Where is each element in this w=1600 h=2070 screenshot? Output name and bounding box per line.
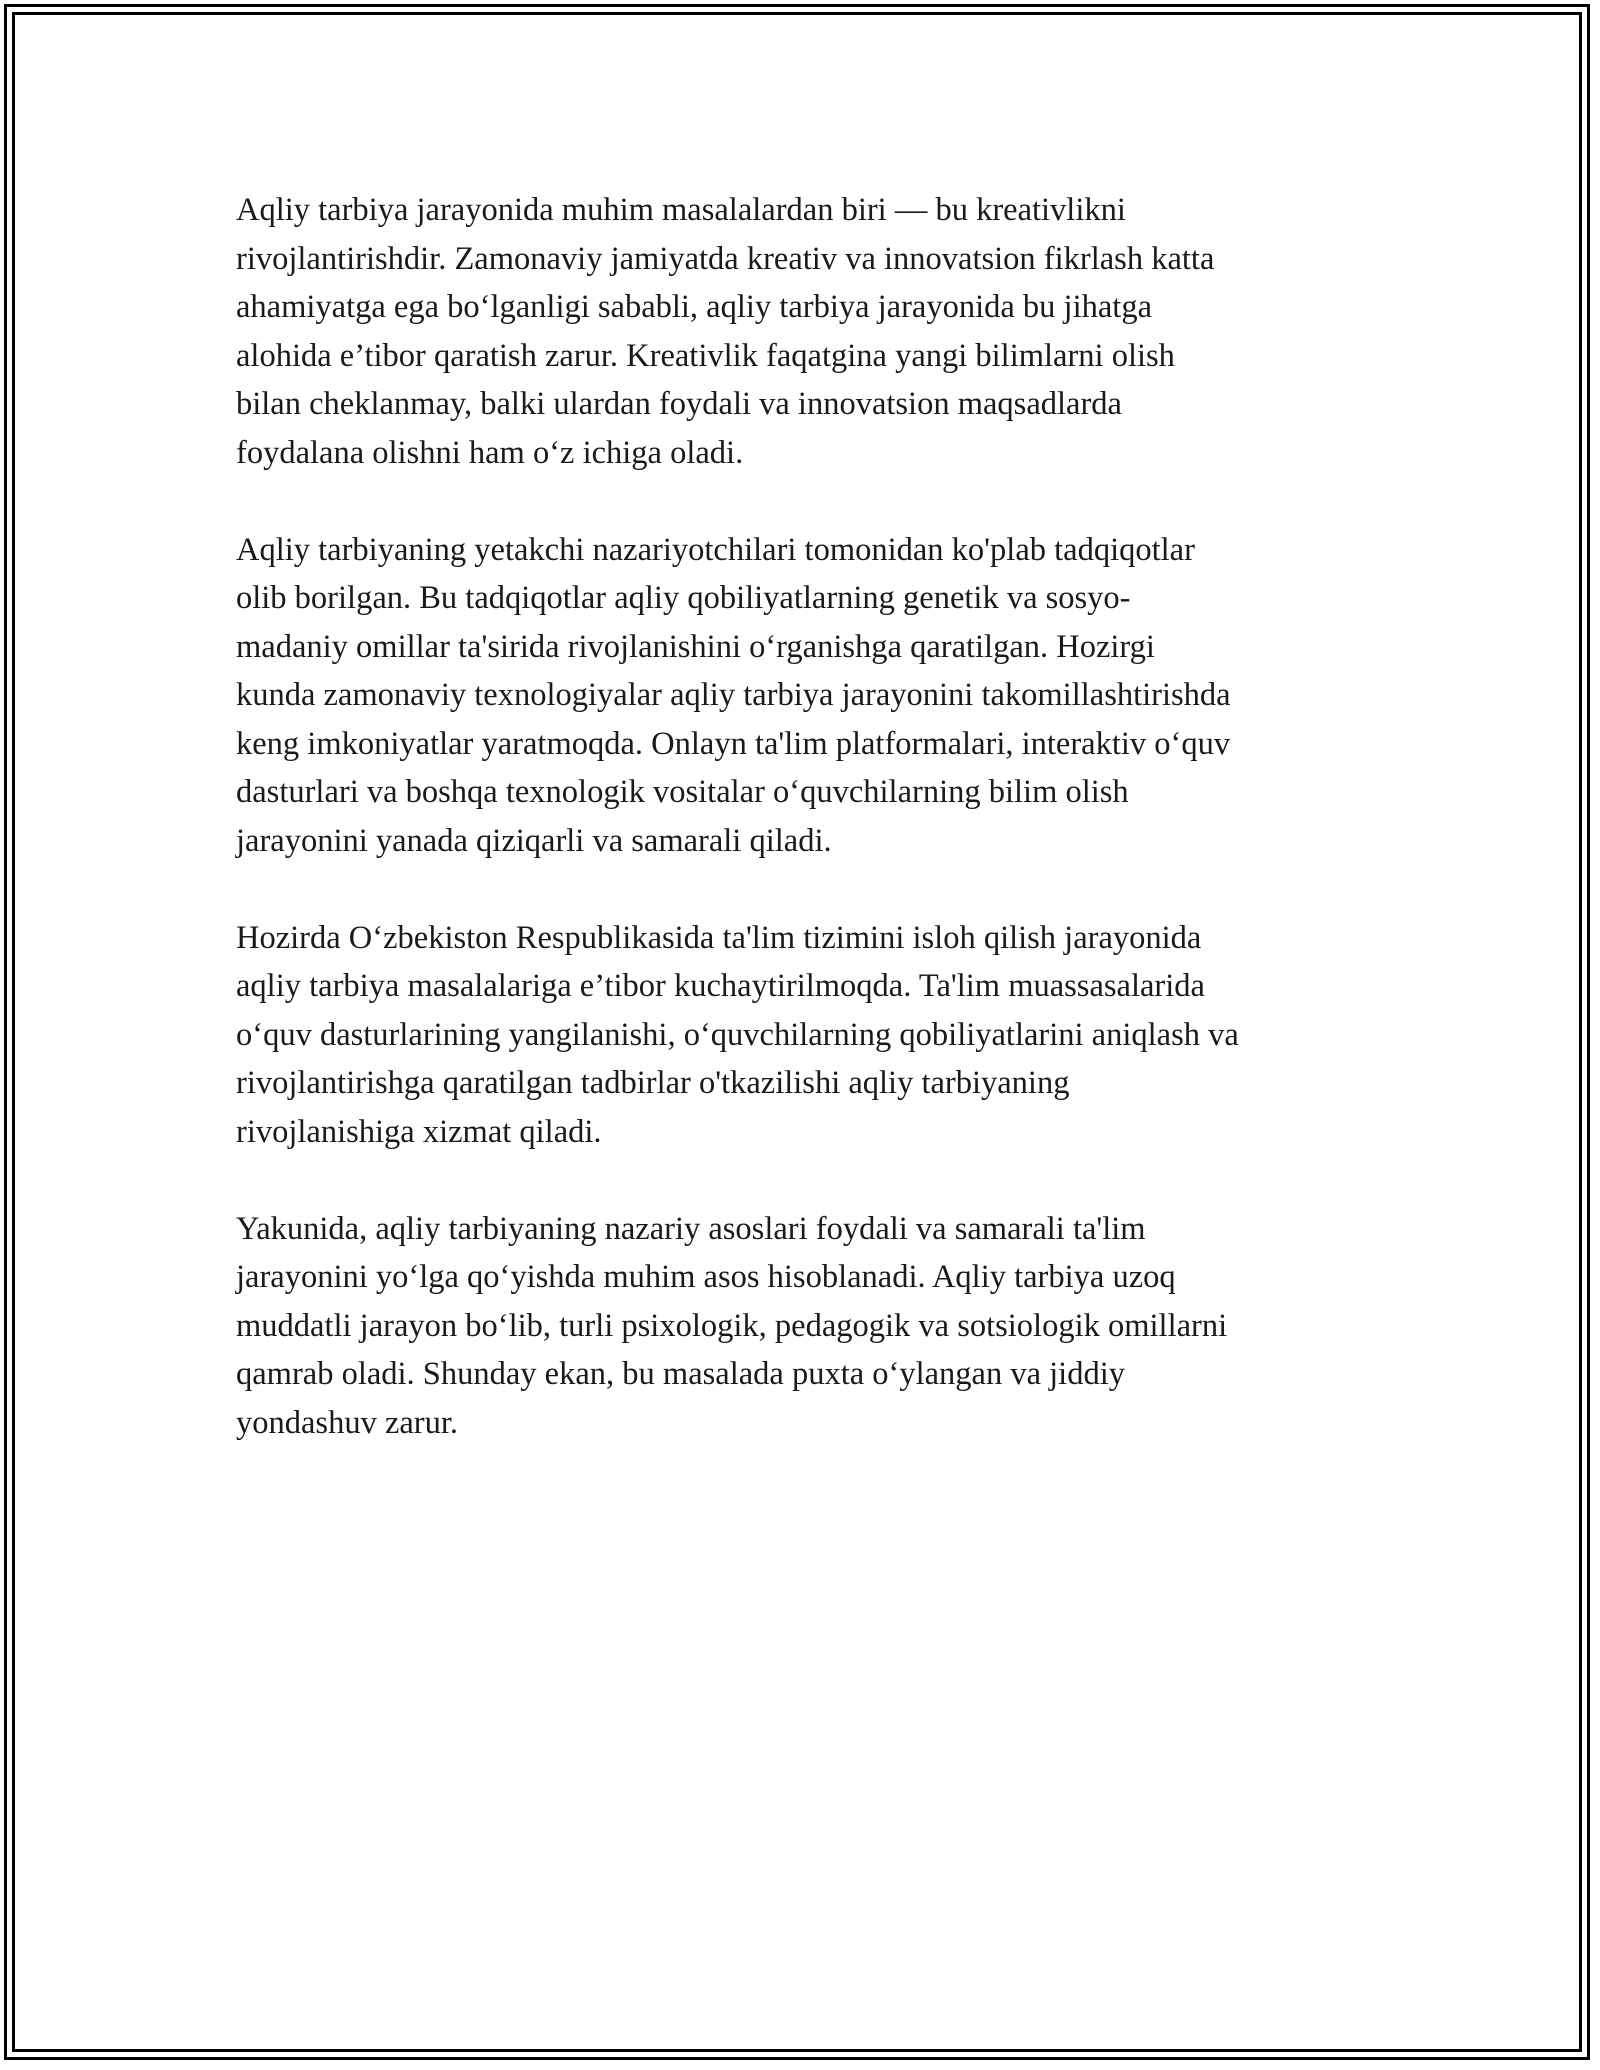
- paragraph-research: [236, 526, 1386, 866]
- text-line: Aqliy tarbiyaning yetakchi nazariyotchilari tomonidan ko'plab tadqiqotlar: [236, 531, 1195, 568]
- text-line: qamrab oladi. Shunday ekan, bu masalada puxta oʻylangan va jiddiy: [236, 1356, 1125, 1392]
- text-line: bilan cheklanmay, balki ulardan foydali va innovatsion maqsadlarda: [236, 386, 1122, 422]
- text-line: dasturlari va boshqa texnologik vositalar oʻquvchilarning bilim olish: [236, 774, 1129, 810]
- text-line: alohida e’tibor qaratish zarur. Kreativlik faqatgina yangi bilimlarni olish: [236, 337, 1175, 374]
- paragraph-creativity: [236, 186, 1386, 477]
- text-line: yondashuv zarur.: [236, 1404, 459, 1441]
- text-line: olib borilgan. Bu tadqiqotlar aqliy qobiliyatlarning genetik va sosyo-: [236, 580, 1131, 616]
- text-line: rivojlanishiga xizmat qiladi.: [236, 1113, 602, 1150]
- text-line: aqliy tarbiya masalalariga e’tibor kuchaytirilmoqda. Ta'lim muassasalarida: [236, 968, 1205, 1004]
- text-line: jarayonini yanada qiziqarli va samarali qiladi.: [236, 822, 832, 859]
- text-line: ahamiyatga ega boʻlganligi sababli, aqliy tarbiya jarayonida bu jihatga: [236, 289, 1152, 325]
- text-line: keng imkoniyatlar yaratmoqda. Onlayn ta'lim platformalari, interaktiv oʻquv: [236, 725, 1231, 762]
- text-line: muddatli jarayon boʻlib, turli psixologik, pedagogik va sotsiologik omillarni: [236, 1307, 1228, 1344]
- text-line: oʻquv dasturlarining yangilanishi, oʻquvchilarning qobiliyatlarini aniqlash va: [236, 1016, 1239, 1053]
- document-body: [236, 186, 1386, 1496]
- text-line: jarayonini yoʻlga qoʻyishda muhim asos hisoblanadi. Aqliy tarbiya uzoq: [236, 1259, 1176, 1295]
- paragraph-conclusion: [236, 1205, 1386, 1448]
- text-line: rivojlantirishga qaratilgan tadbirlar o'tkazilishi aqliy tarbiyaning: [236, 1065, 1070, 1101]
- text-line: foydalana olishni ham oʻz ichiga oladi.: [236, 434, 744, 471]
- paragraph-reform: [236, 914, 1386, 1157]
- text-line: Yakunida, aqliy tarbiyaning nazariy asoslari foydali va samarali ta'lim: [236, 1210, 1146, 1247]
- text-line: madaniy omillar ta'sirida rivojlanishini oʻrganishga qaratilgan. Hozirgi: [236, 628, 1155, 665]
- text-line: rivojlantirishdir. Zamonaviy jamiyatda kreativ va innovatsion fikrlash katta: [236, 240, 1215, 277]
- text-line: Hozirda Oʻzbekiston Respublikasida ta'lim tizimini isloh qilish jarayonida: [236, 919, 1202, 956]
- text-line: kunda zamonaviy texnologiyalar aqliy tarbiya jarayonini takomillashtirishda: [236, 677, 1231, 713]
- text-line: Aqliy tarbiya jarayonida muhim masalalardan biri — bu kreativlikni: [236, 192, 1126, 228]
